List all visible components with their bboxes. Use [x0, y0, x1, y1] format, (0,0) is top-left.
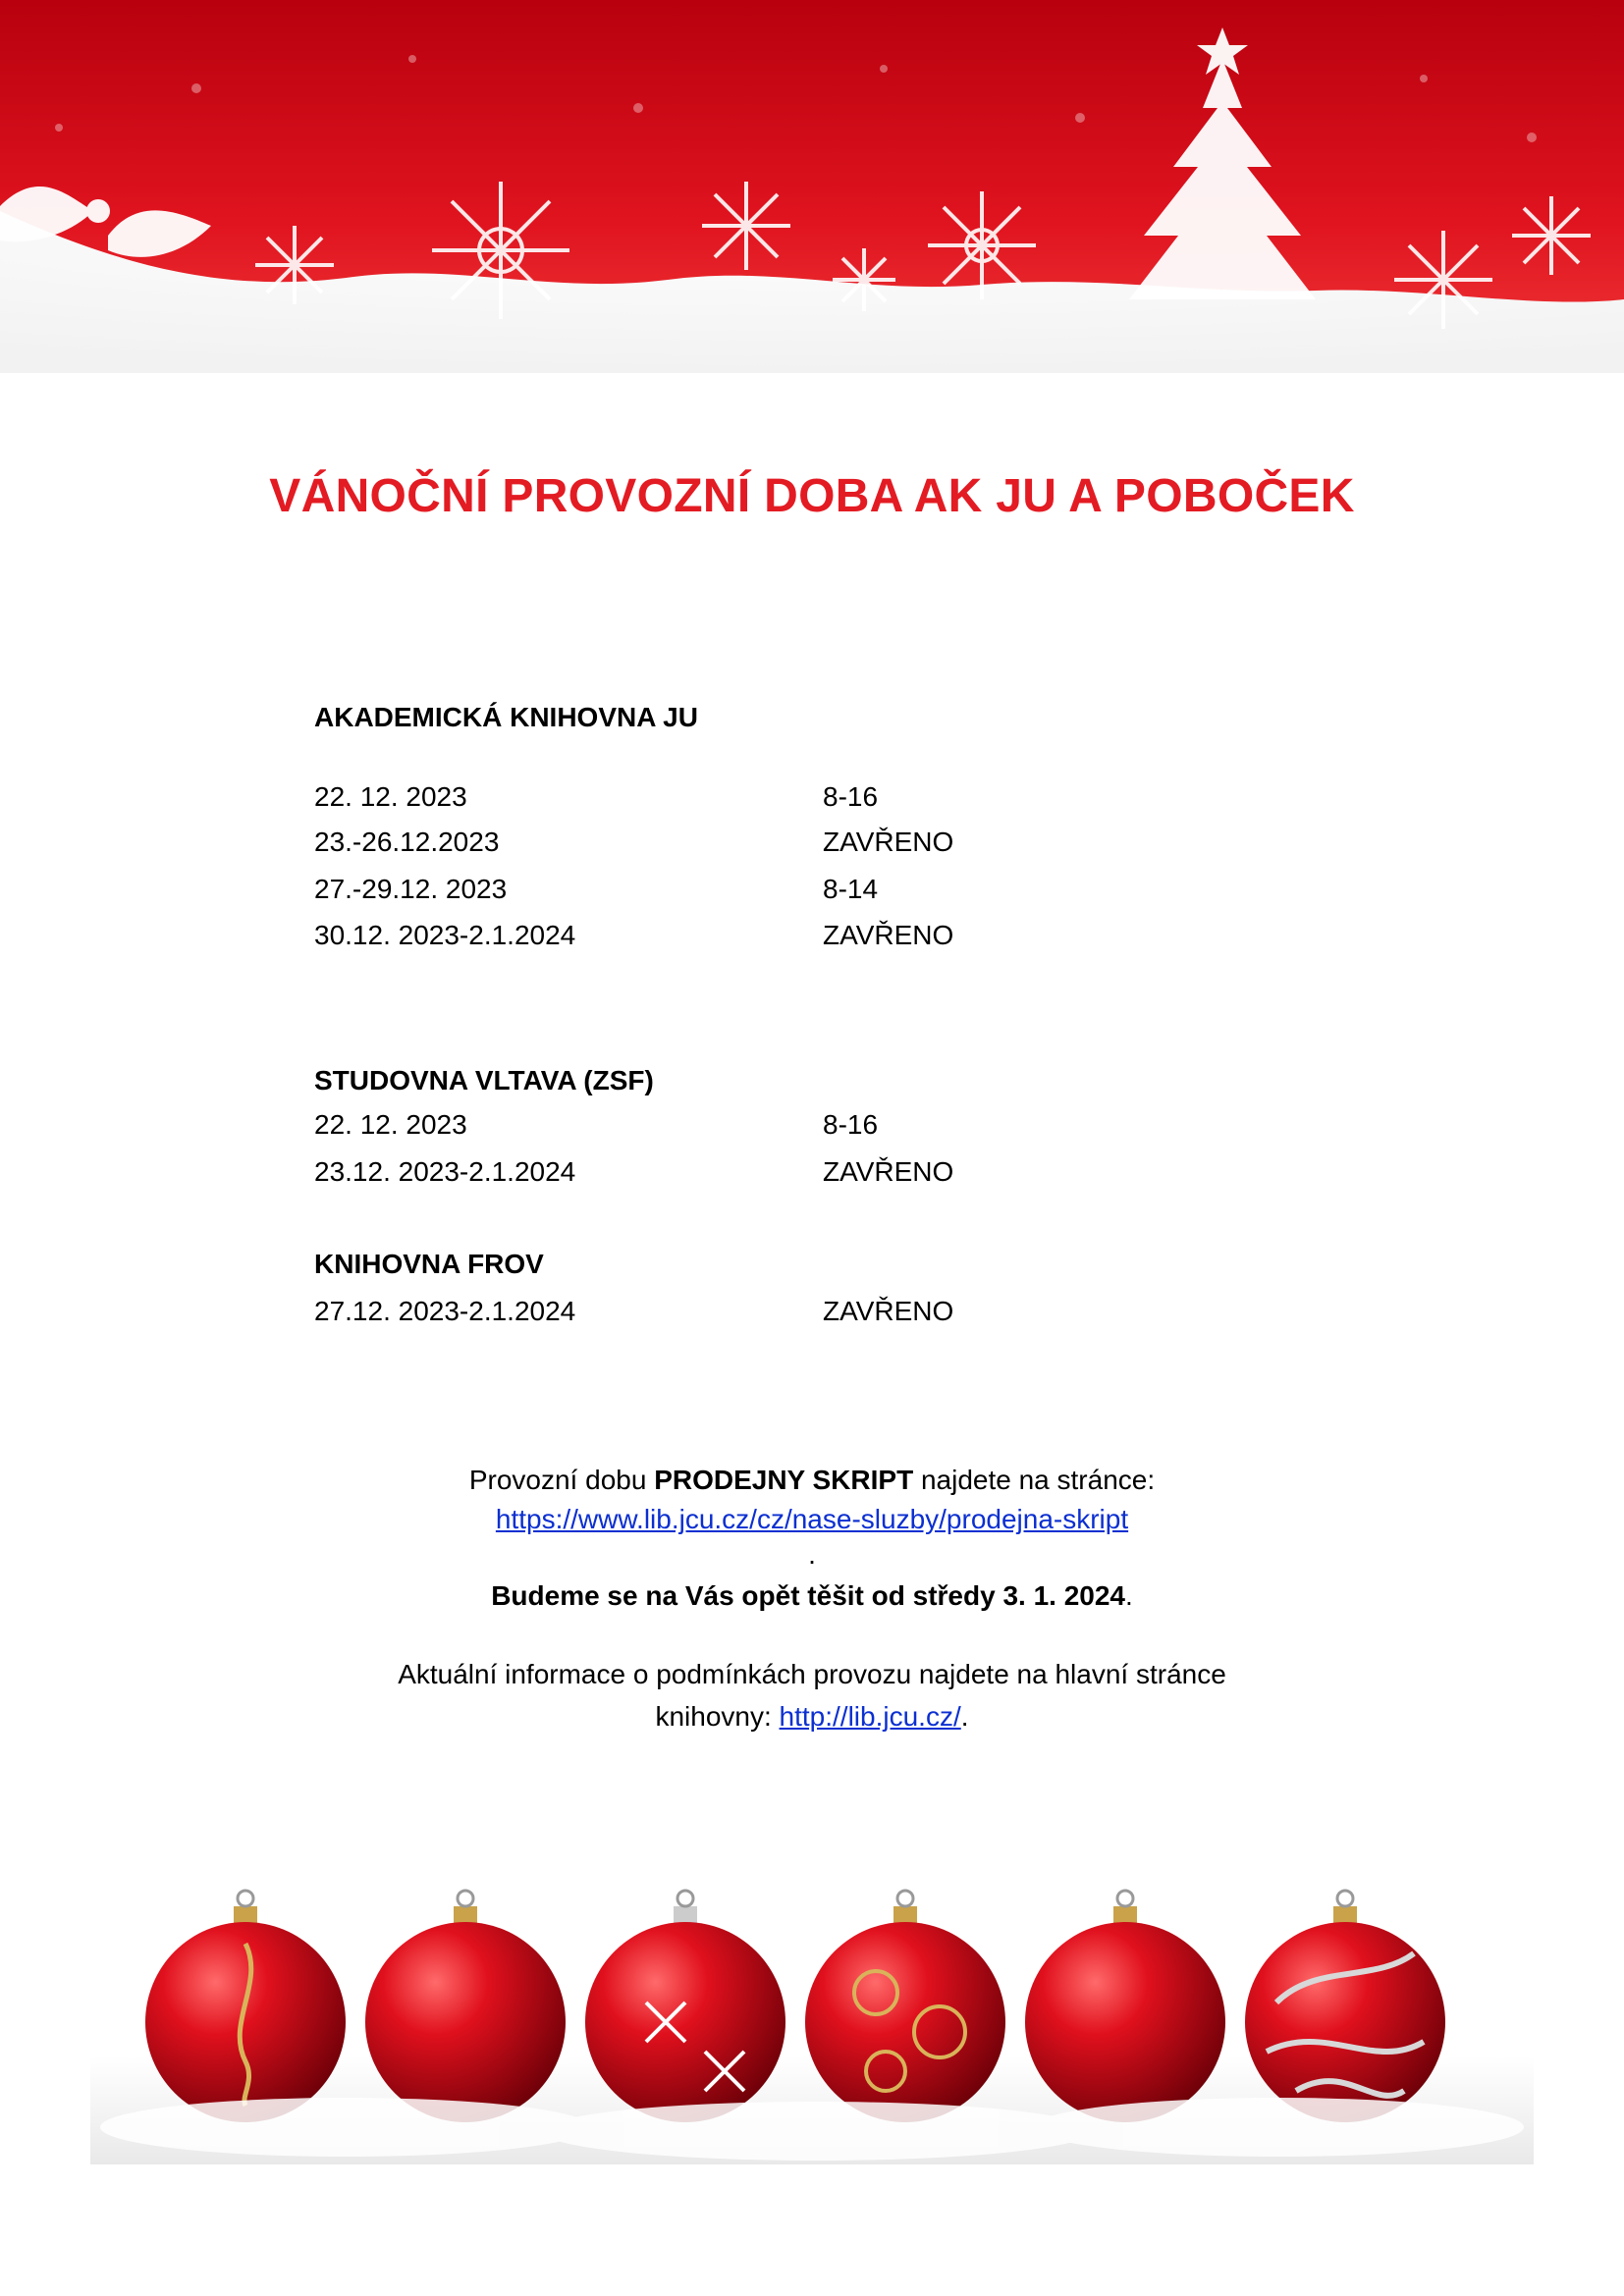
info-end: .: [960, 1701, 969, 1732]
schedule-row: [314, 827, 1100, 866]
prodejna-skript-link[interactable]: https://www.lib.jcu.cz/cz/nase-sluzby/prodejna-skript: [495, 1504, 1129, 1534]
schedule-hours: ZAVŘENO: [823, 920, 954, 950]
schedule-date: 23.12. 2023-2.1.2024: [314, 1156, 576, 1187]
schedule-date: 27.-29.12. 2023: [314, 874, 508, 904]
schedule-date: 27.12. 2023-2.1.2024: [314, 1296, 576, 1326]
schedule-hours: ZAVŘENO: [823, 1296, 954, 1326]
schedule-hours: ZAVŘENO: [823, 1156, 954, 1187]
schedule-row: [314, 781, 1100, 821]
dot-line: .: [808, 1539, 816, 1570]
schedule-hours: 8-16: [823, 781, 879, 812]
prodejna-text-bold: PRODEJNY SKRIPT: [654, 1465, 914, 1495]
schedule-date: 22. 12. 2023: [314, 1109, 467, 1140]
schedule-date: 23.-26.12.2023: [314, 827, 500, 857]
section-heading-knihovna-frov: KNIHOVNA FROV: [314, 1249, 544, 1279]
greeting-text: Budeme se na Vás opět těšit od středy 3. 1. 2024: [491, 1580, 1126, 1611]
section-heading-studovna-vltava: STUDOVNA VLTAVA (ZSF): [314, 1065, 654, 1095]
prodejna-info-line: [0, 1465, 1624, 1496]
library-homepage-link[interactable]: http://lib.jcu.cz/: [779, 1701, 961, 1732]
greeting-end: .: [1125, 1580, 1133, 1611]
prodejna-link-line: [0, 1504, 1624, 1535]
prodejna-text-prefix: Provozní dobu: [468, 1465, 655, 1495]
info-prefix: knihovny:: [655, 1701, 780, 1732]
section-heading-akademicka-knihovna: AKADEMICKÁ KNIHOVNA JU: [314, 702, 698, 732]
schedule-hours: ZAVŘENO: [823, 827, 954, 857]
schedule-row: [314, 1296, 1100, 1335]
info-line-2: [0, 1701, 1624, 1733]
schedule-row: [314, 874, 1100, 913]
page-title: VÁNOČNÍ PROVOZNÍ DOBA AK JU A POBOČEK: [269, 470, 1355, 522]
greeting-line: [0, 1580, 1624, 1612]
schedule-row: [314, 1156, 1100, 1196]
christmas-banner-image: [0, 0, 1624, 373]
schedule-hours: 8-14: [823, 874, 879, 904]
prodejna-text-suffix: najdete na stránce:: [913, 1465, 1156, 1495]
schedule-row: [314, 1109, 1100, 1148]
schedule-date: 30.12. 2023-2.1.2024: [314, 920, 576, 950]
christmas-ornaments-image: [90, 1860, 1534, 2164]
schedule-hours: 8-16: [823, 1109, 879, 1140]
info-line-1: Aktuální informace o podmínkách provozu najdete na hlavní stránce: [398, 1659, 1226, 1689]
schedule-row: [314, 920, 1100, 959]
schedule-date: 22. 12. 2023: [314, 781, 467, 812]
